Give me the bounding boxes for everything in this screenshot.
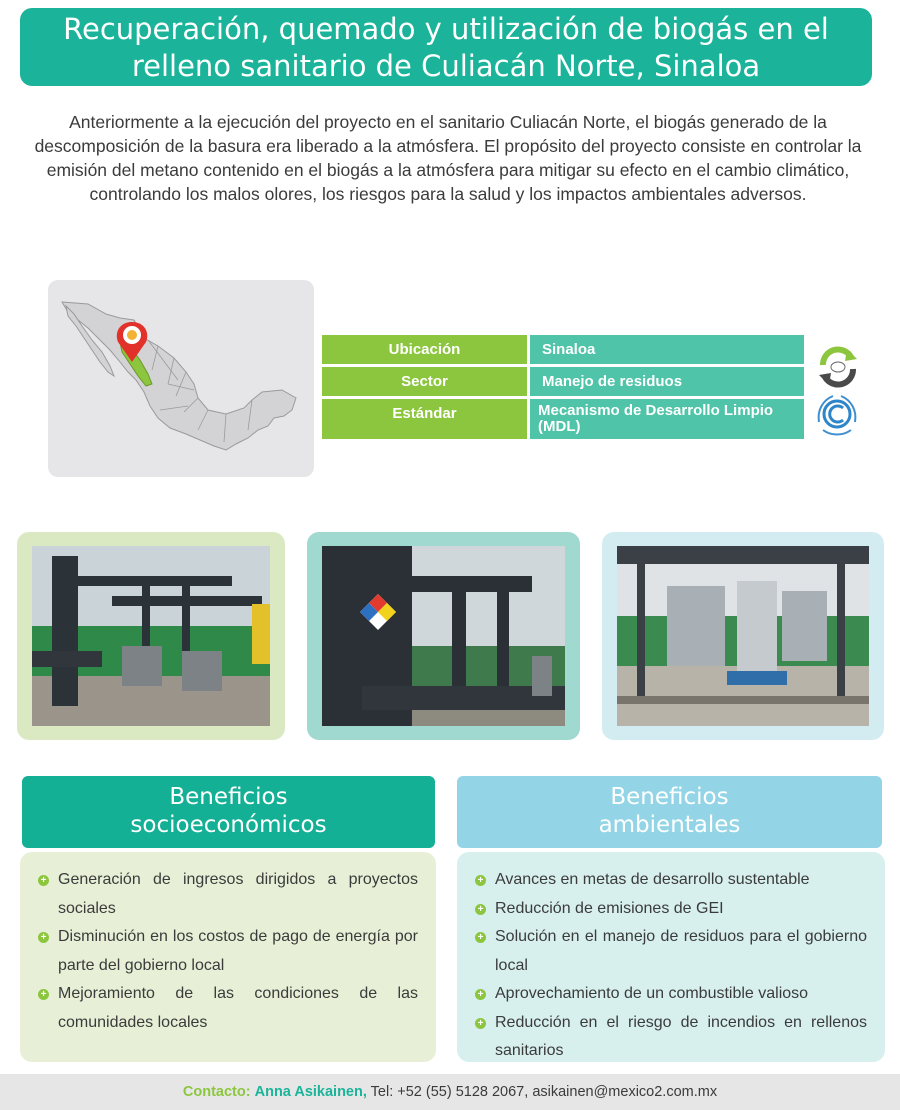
benefit-text: Reducción de emisiones de GEI bbox=[495, 899, 724, 917]
list-item bbox=[38, 980, 418, 1037]
env-benefits-title-line2: ambientales bbox=[598, 812, 741, 838]
list-item bbox=[475, 895, 867, 924]
info-value: Sinaloa bbox=[530, 335, 804, 364]
list-item bbox=[38, 866, 418, 923]
biogas-plant-photo-1 bbox=[32, 546, 270, 726]
list-item bbox=[475, 1009, 867, 1066]
page-title-line1: Recuperación, quemado y utilización de biogás en el bbox=[63, 12, 829, 46]
recycle-icon bbox=[815, 345, 861, 394]
list-item bbox=[38, 923, 418, 980]
benefit-text: Avances en metas de desarrollo sustentable bbox=[495, 871, 810, 888]
un-climate-icon bbox=[813, 392, 861, 441]
plus-bullet-icon: + bbox=[475, 1018, 486, 1029]
socio-benefits-header bbox=[22, 776, 435, 848]
info-row-sector bbox=[322, 367, 804, 396]
contact-label: Contacto: bbox=[182, 1084, 251, 1100]
env-benefits-header bbox=[457, 776, 882, 848]
benefit-text: Disminución en los costos de pago de energía por parte del gobierno local bbox=[58, 928, 418, 974]
control-panel-photo bbox=[617, 546, 869, 726]
mexico-outline bbox=[62, 302, 296, 450]
info-key: Ubicación bbox=[322, 335, 527, 364]
contact-footer bbox=[0, 1074, 900, 1110]
info-value: Mecanismo de Desarrollo Limpio (MDL) bbox=[530, 399, 804, 439]
info-row-standard bbox=[322, 399, 804, 439]
benefit-text: Solución en el manejo de residuos para el gobierno local bbox=[495, 928, 867, 974]
env-benefits-title-line1: Beneficios bbox=[610, 784, 729, 810]
project-info-table bbox=[322, 335, 804, 442]
mexico-map bbox=[48, 280, 314, 477]
socio-benefits-list bbox=[38, 866, 418, 1037]
info-key: Sector bbox=[322, 367, 527, 396]
photo-card-2 bbox=[307, 532, 580, 740]
socio-benefits-title-line2: socioeconómicos bbox=[130, 812, 327, 838]
list-item bbox=[475, 866, 867, 895]
plus-bullet-icon: + bbox=[475, 904, 486, 915]
plus-bullet-icon: + bbox=[38, 989, 49, 1000]
info-row-location bbox=[322, 335, 804, 364]
socio-benefits-panel bbox=[20, 852, 436, 1062]
benefit-text: Generación de ingresos dirigidos a proyectos sociales bbox=[58, 871, 418, 917]
benefit-text: Reducción en el riesgo de incendios en rellenos sanitarios bbox=[495, 1013, 867, 1059]
plus-bullet-icon: + bbox=[475, 932, 486, 943]
socio-benefits-title-line1: Beneficios bbox=[169, 784, 288, 810]
benefit-text: Mejoramiento de las condiciones de las comunidades locales bbox=[58, 985, 418, 1031]
benefit-text: Aprovechamiento de un combustible valioso bbox=[495, 985, 809, 1002]
list-item bbox=[475, 923, 867, 980]
list-item bbox=[475, 980, 867, 1009]
plus-bullet-icon: + bbox=[38, 932, 49, 943]
contact-email[interactable]: asikainen@mexico2.com.mx bbox=[532, 1084, 718, 1100]
photo-card-3 bbox=[602, 532, 884, 740]
plus-bullet-icon: + bbox=[38, 875, 49, 886]
page-title bbox=[20, 8, 872, 86]
contact-name: Anna Asikainen, bbox=[254, 1084, 367, 1100]
info-value: Manejo de residuos bbox=[530, 367, 804, 396]
plus-bullet-icon: + bbox=[475, 875, 486, 886]
intro-paragraph: Anteriormente a la ejecución del proyecto en el sanitario Culiacán Norte, el biogás generado de la descomposición de la basura era liberado a la atmósfera. El propósito del proyecto consiste en controlar la emisión del metano contenido en el biogás a la atmósfera para mitigar su efecto en el cambio climático, controlando los malos olores, los riesgos para la salud y los impactos ambientales adversos. bbox=[34, 112, 862, 204]
contact-phone: Tel: +52 (55) 5128 2067, bbox=[370, 1084, 529, 1100]
env-benefits-panel bbox=[457, 852, 885, 1062]
env-benefits-list bbox=[475, 866, 867, 1066]
page-title-line2: relleno sanitario de Culiacán Norte, Sinaloa bbox=[131, 49, 761, 83]
plus-bullet-icon: + bbox=[475, 989, 486, 1000]
biogas-plant-photo-2 bbox=[322, 546, 565, 726]
info-key: Estándar bbox=[322, 399, 527, 439]
photo-card-1 bbox=[17, 532, 285, 740]
